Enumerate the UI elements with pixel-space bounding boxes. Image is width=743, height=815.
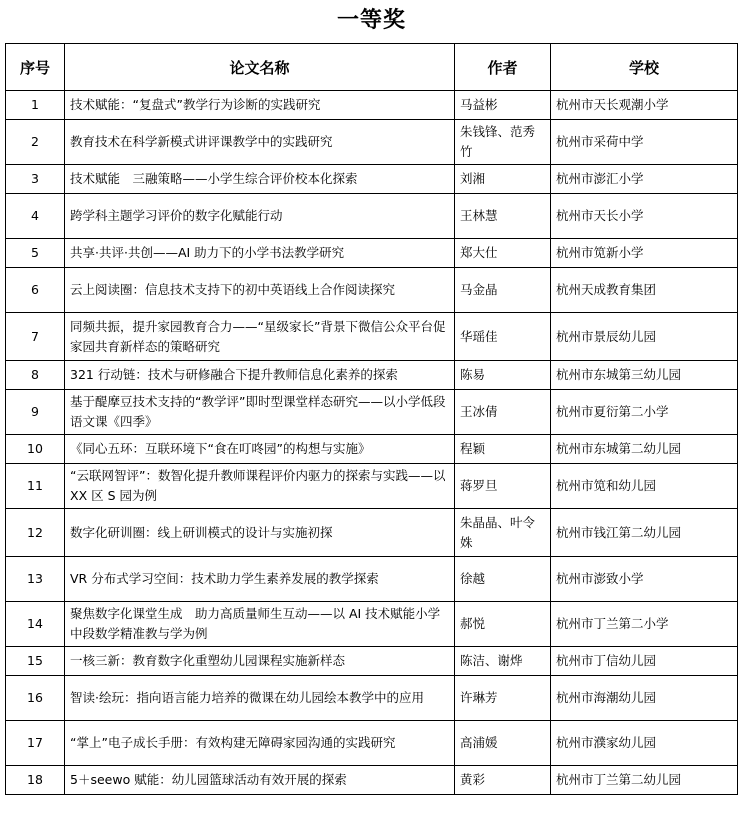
school-name: 杭州市笕新小学	[551, 239, 738, 268]
author-name: 许琳芳	[455, 676, 551, 721]
school-name: 杭州市澎致小学	[551, 557, 738, 602]
author-name: 刘湘	[455, 165, 551, 194]
school-name: 杭州市海潮幼儿园	[551, 676, 738, 721]
row-number: 4	[6, 194, 65, 239]
paper-title: 聚焦数字化课堂生成 助力高质量师生互动——以 AI 技术赋能小学中段数学精准教与学为例	[65, 602, 455, 647]
row-number: 8	[6, 361, 65, 390]
paper-title: 一核三新：教育数字化重塑幼儿园课程实施新样态	[65, 647, 455, 676]
table-row	[6, 647, 738, 676]
school-name: 杭州市澎汇小学	[551, 165, 738, 194]
table-row	[6, 676, 738, 721]
paper-title: 教育技术在科学新模式讲评课教学中的实践研究	[65, 120, 455, 165]
table-row	[6, 390, 738, 435]
table-row	[6, 165, 738, 194]
school-name: 杭州市钱江第二幼儿园	[551, 509, 738, 557]
author-name: 朱晶晶、叶令姝	[455, 509, 551, 557]
table-row	[6, 268, 738, 313]
school-name: 杭州市天长观潮小学	[551, 91, 738, 120]
row-number: 13	[6, 557, 65, 602]
paper-title: 技术赋能 三融策略——小学生综合评价校本化探索	[65, 165, 455, 194]
award-table	[5, 43, 738, 795]
paper-title: 同频共振，提升家园教育合力——“星级家长”背景下微信公众平台促家园共育新样态的策略研究	[65, 313, 455, 361]
row-number: 12	[6, 509, 65, 557]
paper-title: 共享·共评·共创——AI 助力下的小学书法教学研究	[65, 239, 455, 268]
paper-title: 基于醍摩豆技术支持的“教学评”即时型课堂样态研究——以小学低段语文课《四季》	[65, 390, 455, 435]
paper-title: 跨学科主题学习评价的数字化赋能行动	[65, 194, 455, 239]
row-number: 16	[6, 676, 65, 721]
header-title: 论文名称	[65, 44, 455, 91]
school-name: 杭州市东城第三幼儿园	[551, 361, 738, 390]
header-no: 序号	[6, 44, 65, 91]
row-number: 5	[6, 239, 65, 268]
author-name: 陈洁、谢烨	[455, 647, 551, 676]
row-number: 1	[6, 91, 65, 120]
author-name: 郝悦	[455, 602, 551, 647]
header-row	[6, 44, 738, 91]
paper-title: 数字化研训圈：线上研训模式的设计与实施初探	[65, 509, 455, 557]
table-row	[6, 91, 738, 120]
school-name: 杭州市丁信幼儿园	[551, 647, 738, 676]
author-name: 王冰倩	[455, 390, 551, 435]
row-number: 11	[6, 464, 65, 509]
paper-title: 《同心五环：互联环境下“食在叮咚园”的构想与实施》	[65, 435, 455, 464]
row-number: 17	[6, 721, 65, 766]
author-name: 蒋罗旦	[455, 464, 551, 509]
author-name: 郑大仕	[455, 239, 551, 268]
table-row	[6, 120, 738, 165]
school-name: 杭州市夏衍第二小学	[551, 390, 738, 435]
table-row	[6, 435, 738, 464]
school-name: 杭州市东城第二幼儿园	[551, 435, 738, 464]
header-school: 学校	[551, 44, 738, 91]
page-title: 一等奖	[336, 8, 406, 33]
school-name: 杭州市丁兰第二幼儿园	[551, 766, 738, 795]
paper-title: 技术赋能：“复盘式”教学行为诊断的实践研究	[65, 91, 455, 120]
paper-title: 云上阅读圈：信息技术支持下的初中英语线上合作阅读探究	[65, 268, 455, 313]
author-name: 黄彩	[455, 766, 551, 795]
row-number: 18	[6, 766, 65, 795]
author-name: 朱钱锋、范秀竹	[455, 120, 551, 165]
author-name: 徐越	[455, 557, 551, 602]
row-number: 3	[6, 165, 65, 194]
table-row	[6, 721, 738, 766]
row-number: 10	[6, 435, 65, 464]
school-name: 杭州市笕和幼儿园	[551, 464, 738, 509]
school-name: 杭州市濮家幼儿园	[551, 721, 738, 766]
paper-title: 智读·绘玩：指向语言能力培养的微课在幼儿园绘本教学中的应用	[65, 676, 455, 721]
paper-title: 5＋seewo 赋能：幼儿园篮球活动有效开展的探索	[65, 766, 455, 795]
paper-title: VR 分布式学习空间：技术助力学生素养发展的教学探索	[65, 557, 455, 602]
author-name: 陈易	[455, 361, 551, 390]
row-number: 7	[6, 313, 65, 361]
row-number: 9	[6, 390, 65, 435]
school-name: 杭州市景辰幼儿园	[551, 313, 738, 361]
author-name: 华瑶佳	[455, 313, 551, 361]
row-number: 15	[6, 647, 65, 676]
school-name: 杭州市采荷中学	[551, 120, 738, 165]
table-row	[6, 766, 738, 795]
school-name: 杭州市丁兰第二小学	[551, 602, 738, 647]
author-name: 马益彬	[455, 91, 551, 120]
school-name: 杭州天成教育集团	[551, 268, 738, 313]
paper-title: 321 行动链：技术与研修融合下提升教师信息化素养的探索	[65, 361, 455, 390]
row-number: 2	[6, 120, 65, 165]
table-row	[6, 313, 738, 361]
table-row	[6, 239, 738, 268]
table-row	[6, 361, 738, 390]
school-name: 杭州市天长小学	[551, 194, 738, 239]
table-row	[6, 557, 738, 602]
paper-title: “云联网智评”：数智化提升教师课程评价内驱力的探索与实践——以 XX 区 S 园为例	[65, 464, 455, 509]
row-number: 14	[6, 602, 65, 647]
author-name: 马金晶	[455, 268, 551, 313]
table-row	[6, 602, 738, 647]
author-name: 程颖	[455, 435, 551, 464]
header-author: 作者	[455, 44, 551, 91]
table-row	[6, 194, 738, 239]
author-name: 王林慧	[455, 194, 551, 239]
table-row	[6, 509, 738, 557]
author-name: 高浦媛	[455, 721, 551, 766]
table-row	[6, 464, 738, 509]
row-number: 6	[6, 268, 65, 313]
paper-title: “掌上”电子成长手册：有效构建无障碍家园沟通的实践研究	[65, 721, 455, 766]
